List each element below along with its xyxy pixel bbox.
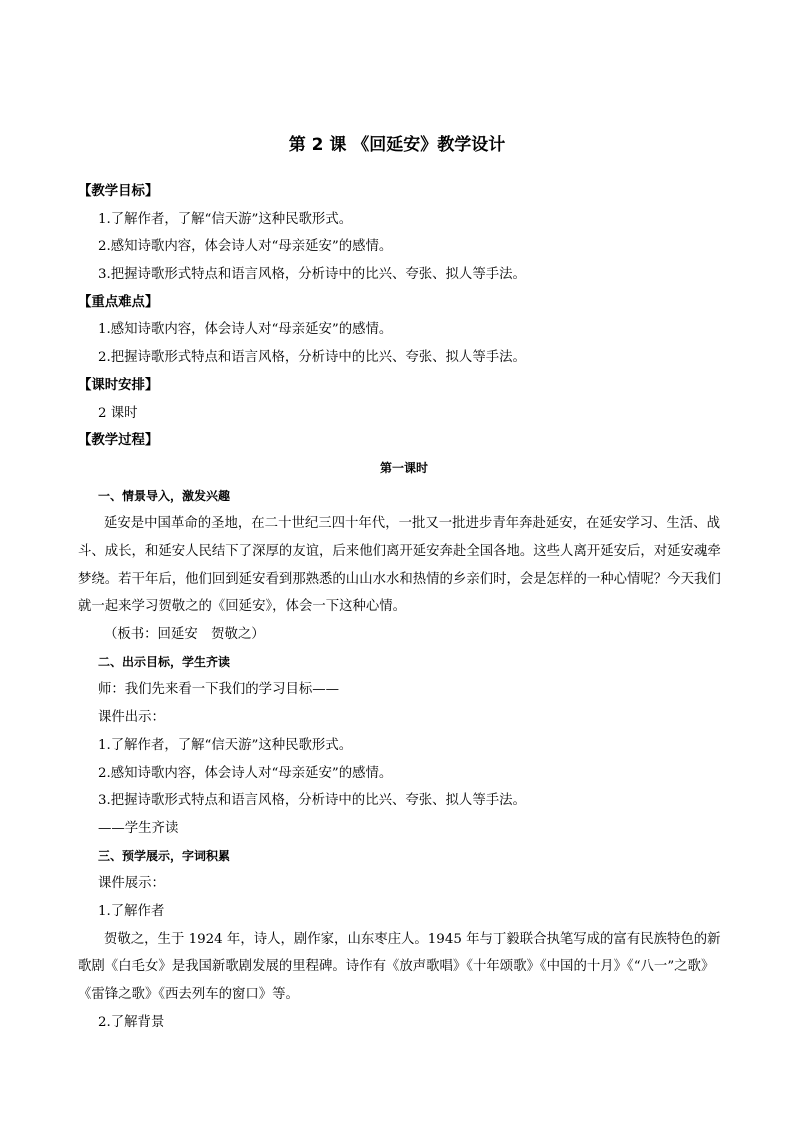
goal-item: 2.感知诗歌内容，体会诗人对“母亲延安”的感情。 [98,765,393,781]
schedule-value: 2 课时 [98,405,138,421]
key-points-heading: 【重点难点】 [78,294,159,310]
goal-item: 1.了解作者，了解“信天游”这种民歌形式。 [98,737,353,753]
key-point-item: 2.把握诗歌形式特点和语言风格，分析诗中的比兴、夸张、拟人等手法。 [98,350,526,366]
courseware-label: 课件展示： [98,876,165,892]
section-three-heading: 三、预学展示，字词积累 [98,848,231,863]
lesson-one-heading: 第一课时 [379,460,428,475]
section-one-paragraph: 延安是中国革命的圣地，在二十世纪三四十年代，一批又一批进步青年奔赴延安，在延安学习、生活、战斗、成长，和延安人民结下了深厚的友谊，后来他们离开延安奔赴全国各地。这些人离开延安后，对延安魂牵梦绕。若干年后，他们回到延安看到那熟悉的山山水水和热情的乡亲们时，会是怎样的一种心情呢？今天我们就一起来学习贺敬之的《回延安》，体会一下这种心情。 [78,516,721,615]
page-title: 第 2 课 《回延安》教学设计 [288,135,506,155]
background-item-heading: 2.了解背景 [98,1014,165,1030]
courseware-label: 课件出示： [98,710,165,726]
board-note: （板书：回延安 贺敬之） [104,627,265,643]
section-two-heading: 二、出示目标，学生齐读 [98,654,231,669]
key-point-item: 1.感知诗歌内容，体会诗人对“母亲延安”的感情。 [98,322,393,338]
objective-item: 2.感知诗歌内容，体会诗人对“母亲延安”的感情。 [98,239,393,255]
objective-item: 1.了解作者，了解“信天游”这种民歌形式。 [98,211,353,227]
schedule-heading: 【课时安排】 [78,377,159,393]
process-heading: 【教学过程】 [78,433,159,449]
goal-item: 3.把握诗歌形式特点和语言风格，分析诗中的比兴、夸张、拟人等手法。 [98,793,526,809]
document-body [78,178,730,1036]
objective-item: 3.把握诗歌形式特点和语言风格，分析诗中的比兴、夸张、拟人等手法。 [98,267,526,283]
objectives-heading: 【教学目标】 [78,184,159,199]
student-read-line: ——学生齐读 [98,820,179,836]
author-paragraph: 贺敬之，生于 1924 年，诗人，剧作家，山东枣庄人。1945 年与丁毅联合执笔写成的富有民族特色的新歌剧《白毛女》是我国新歌剧发展的里程碑。诗作有《放声歌唱》《十年颂歌》《中国的十月》《“八一”之歌》《雷锋之歌》《西去列车的窗口》等。 [78,931,721,1003]
teacher-line: 师：我们先来看一下我们的学习目标—— [98,682,340,698]
author-item-heading: 1.了解作者 [98,903,165,919]
section-one-heading: 一、情景导入，激发兴趣 [98,488,231,503]
